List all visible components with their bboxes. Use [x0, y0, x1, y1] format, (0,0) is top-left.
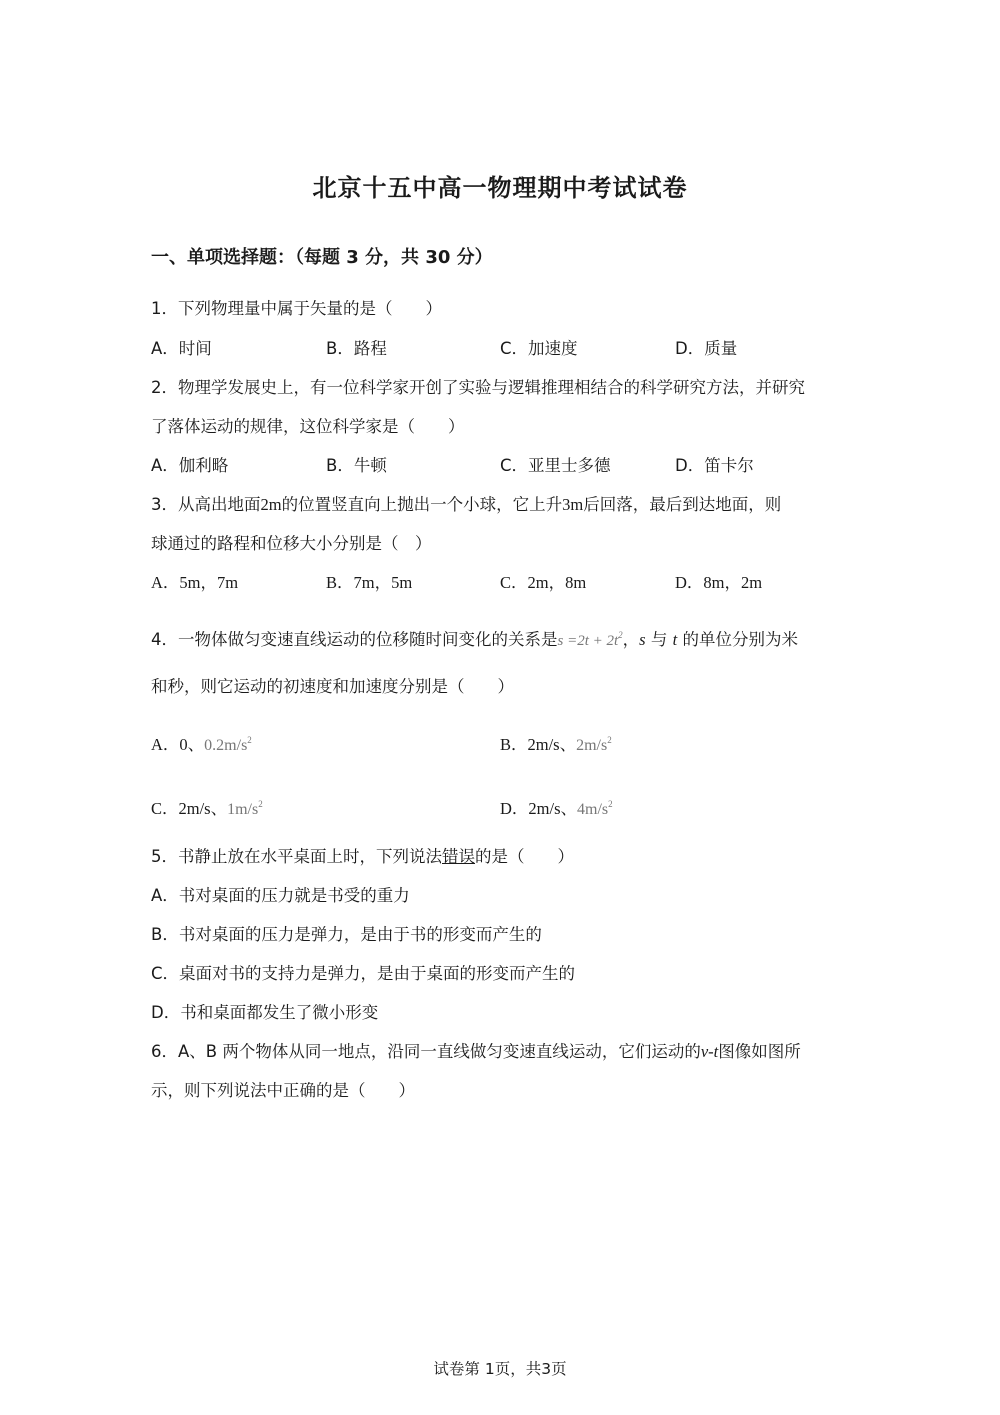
question-5-option-b: B．书对桌面的压力是弹力，是由于书的形变而产生的 — [151, 925, 542, 944]
option-label: C．2m/s、 — [151, 799, 228, 818]
question-3-stem-part: 后回落，最后到达地面，则 — [583, 495, 782, 514]
unit-text: 4m/s — [577, 801, 609, 818]
question-1-option-c: C．加速度 — [500, 339, 578, 358]
question-6-stem-line-2: 示，则下列说法中正确的是（ ） — [151, 1081, 415, 1100]
unit-exponent: 2 — [607, 735, 612, 745]
variable-s: s — [639, 630, 646, 649]
question-5-stem — [151, 846, 574, 868]
question-4-stem-part: 的单位分别为米 — [682, 630, 798, 649]
question-4-stem-part: 与 — [650, 630, 668, 649]
option-label: A．0、 — [151, 735, 205, 754]
question-6-stem-part: 6．A、B 两个物体从同一地点，沿同一直线做匀变速直线运动，它们运动的 — [151, 1042, 701, 1061]
option-unit — [577, 801, 613, 818]
question-1-option-d: D．质量 — [675, 339, 738, 358]
question-3-option-a: A．5m，7m — [151, 573, 239, 592]
question-5-stem-part: 的是（ ） — [475, 847, 574, 866]
question-2-option-c: C．亚里士多德 — [500, 456, 611, 475]
question-3-option-d: D．8m，2m — [675, 573, 763, 592]
question-5-stem-part: 5．书静止放在水平桌面上时，下列说法 — [151, 847, 442, 866]
option-unit — [227, 801, 263, 818]
question-4-stem-line-1 — [151, 624, 798, 652]
option-label: B．2m/s、 — [500, 735, 577, 754]
question-3-height-value: 2m — [260, 495, 282, 514]
unit-exponent: 2 — [608, 799, 613, 809]
formula-exponent: 2 — [618, 630, 623, 640]
displacement-formula — [557, 630, 623, 649]
question-4-option-d — [500, 793, 613, 821]
question-3-stem-part: 的位置竖直向上抛出一个小球，它上升 — [281, 495, 563, 514]
vt-graph-label: v-t — [700, 1042, 719, 1061]
page-footer: 试卷第 1页，共3页 — [433, 1360, 567, 1378]
question-6-stem-line-1 — [151, 1041, 801, 1063]
variable-t: t — [672, 630, 678, 649]
unit-text: 0.2m/s — [204, 737, 248, 754]
question-3-option-c: C．2m，8m — [500, 573, 587, 592]
question-3-rise-value: 3m — [562, 495, 584, 514]
question-3-stem-line-2: 球通过的路程和位移大小分别是（ ） — [151, 534, 432, 553]
question-4-option-a — [151, 729, 252, 757]
question-5-option-d: D．书和桌面都发生了微小形变 — [151, 1003, 379, 1022]
question-1-stem: 1．下列物理量中属于矢量的是（ ） — [151, 299, 442, 318]
question-4-stem-line-2: 和秒，则它运动的初速度和加速度分别是（ ） — [151, 677, 514, 696]
question-5-option-c: C．桌面对书的支持力是弹力，是由于桌面的形变而产生的 — [151, 964, 576, 983]
question-3-option-b: B．7m，5m — [326, 573, 413, 592]
question-2-stem-line-1: 2．物理学发展史上，有一位科学家开创了实验与逻辑推理相结合的科学研究方法，并研究 — [151, 378, 805, 397]
unit-text: 2m/s — [576, 737, 608, 754]
question-2-stem-line-2: 了落体运动的规律，这位科学家是（ ） — [151, 417, 465, 436]
option-unit — [576, 737, 612, 754]
unit-exponent: 2 — [258, 799, 263, 809]
question-1-option-a: A．时间 — [151, 339, 212, 358]
formula-text: s =2t + 2t — [557, 633, 619, 649]
unit-text: 1m/s — [227, 801, 259, 818]
option-unit — [204, 737, 252, 754]
option-label: D．2m/s、 — [500, 799, 578, 818]
question-3-stem-part: 3．从高出地面 — [151, 495, 261, 514]
question-2-option-b: B．牛顿 — [326, 456, 387, 475]
question-6-stem-part: 图像如图所 — [718, 1042, 801, 1061]
question-1-option-b: B．路程 — [326, 339, 387, 358]
question-5-option-a: A．书对桌面的压力就是书受的重力 — [151, 886, 410, 905]
page-title: 北京十五中高一物理期中考试试卷 — [312, 174, 688, 202]
question-4-stem-part: 4．一物体做匀变速直线运动的位移随时间变化的关系是 — [151, 630, 558, 649]
question-5-emphasis: 错误 — [442, 847, 475, 866]
section-heading: 一、单项选择题：（每题 3 分，共 30 分） — [151, 247, 493, 268]
question-3-stem-line-1 — [151, 494, 781, 516]
question-4-option-c — [151, 793, 263, 821]
question-2-option-a: A．伽利略 — [151, 456, 229, 475]
question-4-stem-part: ， — [622, 630, 640, 649]
question-4-option-b — [500, 729, 612, 757]
question-2-option-d: D．笛卡尔 — [675, 456, 754, 475]
unit-exponent: 2 — [247, 735, 252, 745]
